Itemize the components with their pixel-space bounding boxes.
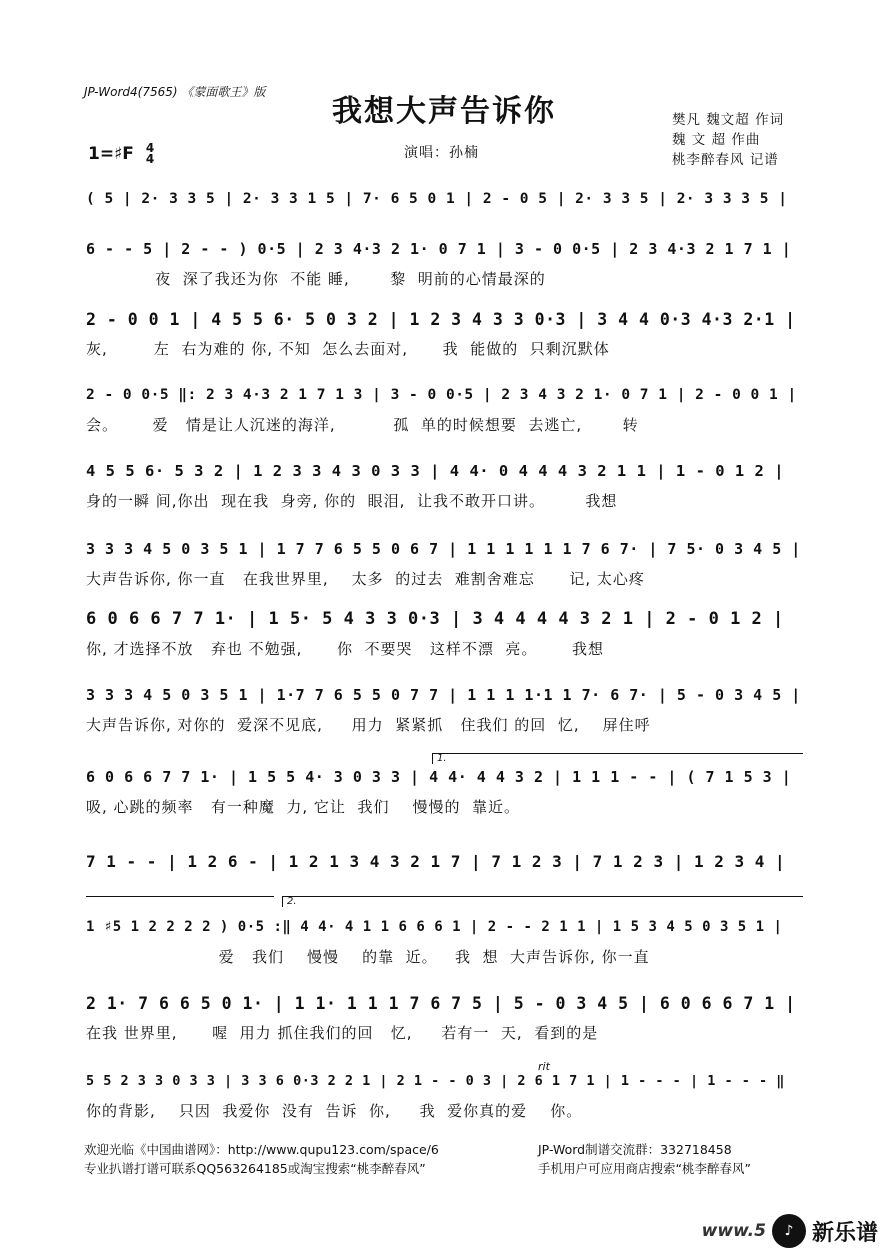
notation-line: 3 3 3 4 5 0 3 5 1 | 1·7 7 6 5 5 0 7 7 | 1 1 1 1·1 1 7· 6 7· | 5 - 0 3 4 5 | <box>86 686 801 704</box>
lyric-line: 吸, 心跳的频率 有一种魔 力, 它让 我们 慢慢的 靠近。 <box>86 798 521 816</box>
notation-line: ( 5 | 2· 3 3 5 | 2· 3 3 1 5 | 7· 6 5 0 1 | 2 - 0 5 | 2· 3 3 5 | 2· 3 3 3 5 | <box>86 191 788 207</box>
footer-site: 欢迎光临《中国曲谱网》：http://www.qupu123.com/space/6 <box>84 1142 439 1157</box>
time-sig-bottom: 4 <box>145 152 155 166</box>
footer-mobile: 手机用户可应用商店搜索“桃李醉春风” <box>538 1161 751 1176</box>
lyric-line: 大声告诉你, 对你的 爱深不见底, 用力 紧紧抓 住我们 的回 忆, 屏住呼 <box>86 716 651 734</box>
notation-line: 2 1· 7 6 6 5 0 1· | 1 1· 1 1 1 7 6 7 5 | 5 - 0 3 4 5 | 6 0 6 6 7 1 | <box>86 993 796 1013</box>
notation-line: 7 1 - - | 1 2 6 - | 1 2 1 3 4 3 2 1 7 | 7 1 2 3 | 7 1 2 3 | 1 2 3 4 | <box>86 851 786 871</box>
brand-watermark <box>702 1214 878 1248</box>
key-label: 1=♯F <box>88 144 134 164</box>
lyric-line: 大声告诉你, 你一直 在我世界里, 太多 的过去 难割舍难忘 记, 太心疼 <box>86 570 645 588</box>
volta-second-ending <box>282 896 803 907</box>
notation-line: 5 5 2 3 3 0 3 3 | 3 3 6 0·3 2 2 1 | 2 1 - - 0 3 | 2 6 1 7 1 | 1 - - - | 1 - - - ‖ <box>86 1073 785 1089</box>
brand-name: 新乐谱 <box>811 1220 878 1246</box>
composer-credit: 魏 文 超 作曲 <box>672 132 761 148</box>
key-signature <box>88 143 154 165</box>
lyric-line: 在我 世界里, 喔 用力 抓住我们的回 忆, 若有一 天, 看到的是 <box>86 1024 599 1042</box>
notation-line: 3 3 3 4 5 0 3 5 1 | 1 7 7 6 5 5 0 6 7 | 1 1 1 1 1 1 7 6 7· | 7 5· 0 3 4 5 | <box>86 540 801 558</box>
notation-line: 6 0 6 6 7 7 1· | 1 5· 5 4 3 3 0·3 | 3 4 4 4 4 3 2 1 | 2 - 0 1 2 | <box>86 609 784 629</box>
notation-line: 4 5 5 6· 5 3 2 | 1 2 3 3 4 3 0 3 3 | 4 4· 0 4 4 4 3 2 1 1 | 1 - 0 1 2 | <box>86 462 785 480</box>
brand-url: www.5 <box>701 1221 766 1241</box>
lyric-line: 身的一瞬 间,你出 现在我 身旁, 你的 眼泪, 让我不敢开口讲。 我想 <box>86 492 618 510</box>
rit-mark: rit <box>538 1060 550 1073</box>
song-title: 我想大声告诉你 <box>332 94 556 129</box>
time-signature <box>146 143 154 165</box>
music-disc-icon: ♪ <box>772 1214 806 1248</box>
footer-group: JP-Word制谱交流群：332718458 <box>538 1142 732 1157</box>
notation-line: 2 - 0 0·5 ‖: 2 3 4·3 2 1 7 1 3 | 3 - 0 0·5 | 2 3 4 3 2 1· 0 7 1 | 2 - 0 0 1 | <box>86 387 797 403</box>
lyric-line: 爱 我们 慢慢 的靠 近。 我 想 大声告诉你, 你一直 <box>86 948 650 966</box>
volta-first-ending <box>432 753 803 764</box>
transcriber-credit: 桃李醉春风 记谱 <box>672 152 779 168</box>
notation-line: 6 - - 5 | 2 - - ) 0·5 | 2 3 4·3 2 1· 0 7 1 | 3 - 0 0·5 | 2 3 4·3 2 1 7 1 | <box>86 240 792 258</box>
lyric-line: 你, 才选择不放 弃也 不勉强, 你 不要哭 这样不漂 亮。 我想 <box>86 640 604 658</box>
lyric-line: 灰, 左 右为难的 你, 不知 怎么去面对, 我 能做的 只剩沉默体 <box>86 340 610 358</box>
notation-line: 6 0 6 6 7 7 1· | 1 5 5 4· 3 0 3 3 | 4 4· 4 4 3 2 | 1 1 1 - - | ( 7 1 5 3 | <box>86 768 792 786</box>
volta-first-ending-cont <box>86 896 274 907</box>
edition-label: JP-Word4(7565) 《蒙面歌王》版 <box>84 85 266 99</box>
notation-line: 1 ♯5 1 2 2 2 2 ) 0·5 :‖ 4 4· 4 1 1 6 6 6 1 | 2 - - 2 1 1 | 1 5 3 4 5 0 3 5 1 | <box>86 919 783 935</box>
footer-contact: 专业扒谱打谱可联系QQ563264185或淘宝搜索“桃李醉春风” <box>84 1161 426 1176</box>
lyricist-credit: 樊凡 魏文超 作词 <box>672 112 785 128</box>
credits <box>672 110 784 170</box>
lyric-line: 会。 爱 情是让人沉迷的海洋, 孤 单的时候想要 去逃亡, 转 <box>86 416 639 434</box>
notation-line: 2 - 0 0 1 | 4 5 5 6· 5 0 3 2 | 1 2 3 4 3 3 0·3 | 3 4 4 0·3 4·3 2·1 | <box>86 309 796 329</box>
lyric-line: 你的背影, 只因 我爱你 没有 告诉 你, 我 爱你真的爱 你。 <box>86 1102 583 1120</box>
time-sig-top: 4 <box>145 141 155 155</box>
singer-label: 演唱：孙楠 <box>404 145 479 161</box>
volta-second-label: 2. <box>287 896 297 907</box>
lyric-line: 夜 深了我还为你 不能 睡, 黎 明前的心情最深的 <box>86 270 546 288</box>
volta-first-label: 1. <box>437 753 447 764</box>
